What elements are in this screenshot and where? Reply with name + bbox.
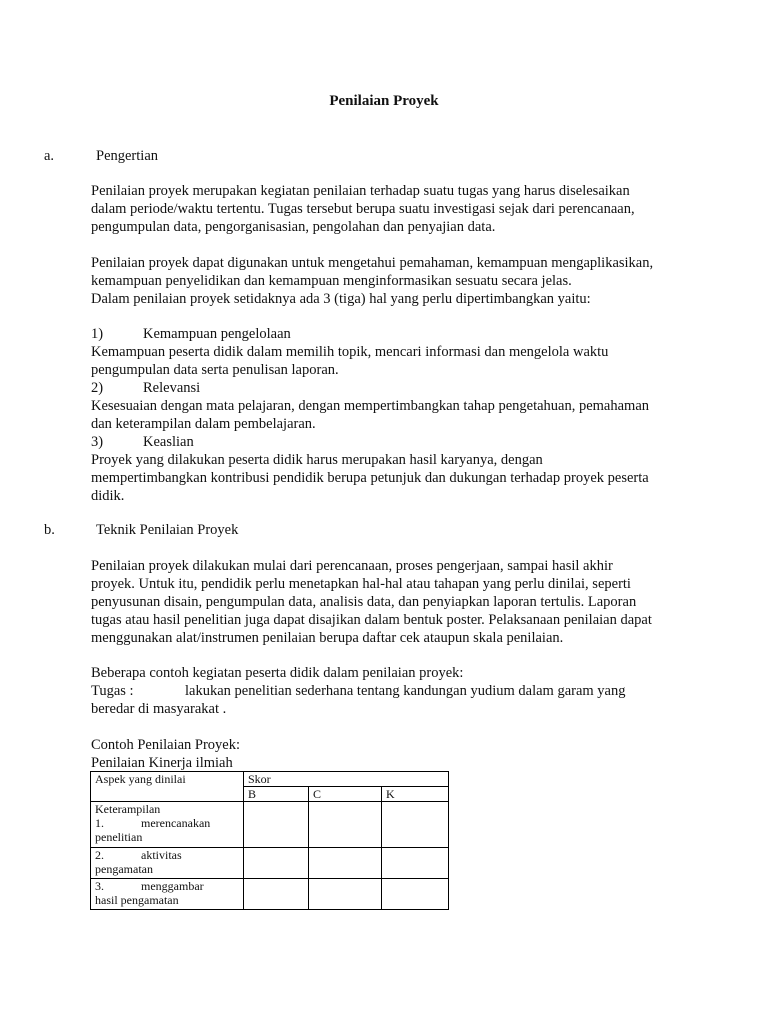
section-b-paragraph-3 — [91, 736, 691, 772]
text-line: didik. — [91, 488, 125, 504]
col-k-header: K — [382, 787, 449, 802]
text-line: tugas atau hasil penelitian juga dapat disajikan dalam bentuk poster. Pelaksanaan penilaian dapat — [91, 612, 652, 628]
section-a-paragraph-1 — [91, 182, 691, 236]
score-cell[interactable] — [244, 848, 309, 879]
section-b-paragraph-1 — [91, 557, 691, 647]
section-b-letter: b. — [44, 522, 55, 538]
score-cell[interactable] — [382, 802, 449, 848]
table-row — [91, 802, 449, 848]
text-line: proyek. Untuk itu, pendidik perlu menetapkan hal-hal atau tahapan yang perlu dinilai, seperti — [91, 576, 631, 592]
text-line: Proyek yang dilakukan peserta didik harus merupakan hasil karyanya, dengan — [91, 452, 543, 468]
aspek-header: Aspek yang dinilai — [91, 772, 244, 802]
text-line: beredar di masyarakat . — [91, 701, 227, 717]
text-line: dan keterampilan dalam pembelajaran. — [91, 416, 316, 432]
text-line: Kemampuan peserta didik dalam memilih topik, mencari informasi dan mengelola waktu — [91, 344, 609, 360]
text-line: menggunakan alat/instrumen penilaian berupa daftar cek ataupun skala penilaian. — [91, 630, 564, 646]
text-line: Contoh Penilaian Proyek: — [91, 737, 241, 753]
aspek-cell: Keterampilan 1. merencanakan penelitian — [91, 802, 244, 848]
page-title: Penilaian Proyek — [329, 93, 439, 109]
list-item: 3) Keaslian — [91, 434, 194, 450]
score-cell[interactable] — [382, 848, 449, 879]
section-b-title: Teknik Penilaian Proyek — [96, 522, 239, 538]
text-line: pengumpulan data serta penulisan laporan. — [91, 362, 339, 378]
col-b-header: B — [244, 787, 309, 802]
section-b-paragraph-2 — [91, 664, 691, 718]
score-cell[interactable] — [244, 879, 309, 910]
section-a-paragraph-2 — [91, 254, 691, 308]
section-a-heading — [44, 148, 158, 165]
list-item: 1) Kemampuan pengelolaan — [91, 326, 291, 342]
table-row — [91, 879, 449, 910]
table-row — [91, 848, 449, 879]
table-header-row — [91, 772, 449, 787]
score-cell[interactable] — [309, 802, 382, 848]
section-b-heading — [44, 522, 238, 539]
score-cell[interactable] — [309, 879, 382, 910]
text-line: Penilaian proyek dapat digunakan untuk mengetahui pemahaman, kemampuan mengaplikasikan, — [91, 255, 654, 271]
tugas-line: Tugas : lakukan penelitian sederhana tentang kandungan yudium dalam garam yang — [91, 683, 626, 699]
text-line: kemampuan penyelidikan dan kemampuan menginformasikan sesuatu secara jelas. — [91, 273, 572, 289]
criteria-list — [91, 325, 691, 505]
score-table — [90, 771, 449, 910]
section-a-letter: a. — [44, 148, 55, 164]
score-cell[interactable] — [244, 802, 309, 848]
score-cell[interactable] — [382, 879, 449, 910]
aspek-cell: 2. aktivitas pengamatan — [91, 848, 244, 879]
text-line: dalam periode/waktu tertentu. Tugas tersebut berupa suatu investigasi sejak dari perencanaan, — [91, 201, 635, 217]
text-line: Penilaian Kinerja ilmiah — [91, 755, 233, 771]
skor-header: Skor — [244, 772, 449, 787]
text-line: mempertimbangkan kontribusi pendidik berupa petunjuk dan dukungan terhadap proyek peserta — [91, 470, 649, 486]
text-line: Dalam penilaian proyek setidaknya ada 3 (tiga) hal yang perlu dipertimbangkan yaitu: — [91, 291, 591, 307]
text-line: Beberapa contoh kegiatan peserta didik dalam penilaian proyek: — [91, 665, 464, 681]
score-cell[interactable] — [309, 848, 382, 879]
text-line: Penilaian proyek dilakukan mulai dari perencanaan, proses pengerjaan, sampai hasil akhir — [91, 558, 613, 574]
section-a-title: Pengertian — [96, 148, 159, 164]
text-line: Kesesuaian dengan mata pelajaran, dengan mempertimbangkan tahap pengetahuan, pemahaman — [91, 398, 650, 414]
col-c-header: C — [309, 787, 382, 802]
text-line: penyusunan disain, pengumpulan data, analisis data, dan penyiapkan laporan tertulis. Laporan — [91, 594, 637, 610]
list-item: 2) Relevansi — [91, 380, 201, 396]
text-line: Penilaian proyek merupakan kegiatan penilaian terhadap suatu tugas yang harus diselesaikan — [91, 183, 630, 199]
aspek-cell: 3. menggambar hasil pengamatan — [91, 879, 244, 910]
text-line: pengumpulan data, pengorganisasian, pengolahan dan penyajian data. — [91, 219, 496, 235]
